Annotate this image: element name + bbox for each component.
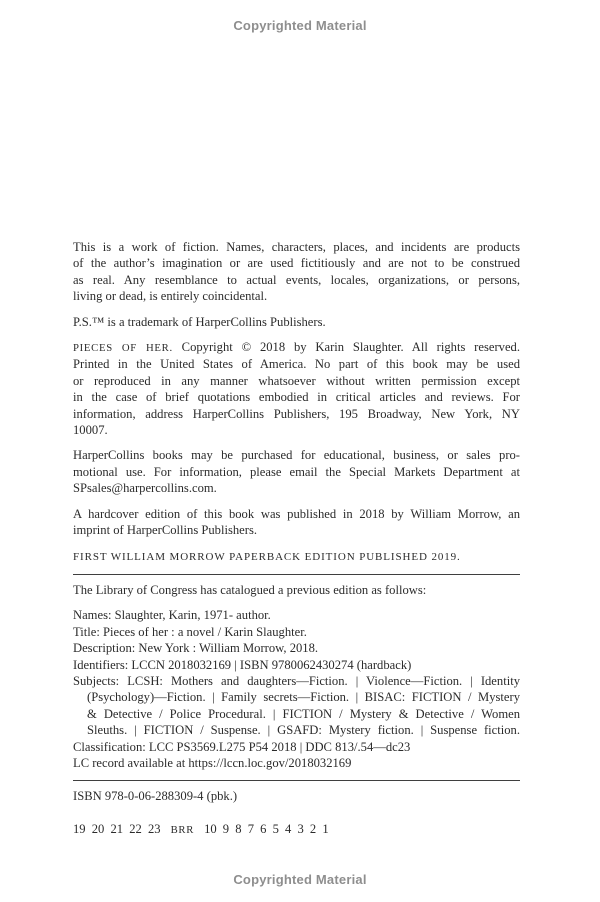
text-segment: HarperCollins books may be purchased for educational, business, or sales pro- xyxy=(73,448,520,463)
text-line xyxy=(73,755,520,771)
text-line xyxy=(73,506,520,522)
text-line xyxy=(73,255,520,271)
separator-rule-bottom xyxy=(73,780,520,781)
text-line xyxy=(73,272,520,288)
text-line xyxy=(73,464,520,480)
printers-key xyxy=(73,821,520,838)
text-segment: & Detective / Police Procedural. | FICTION / Mystery & Detective / Women xyxy=(87,706,520,721)
text-line xyxy=(73,739,520,755)
text-line xyxy=(73,373,520,389)
special-markets xyxy=(73,447,520,496)
text-line xyxy=(73,673,520,689)
text-segment: imprint of HarperCollins Publishers. xyxy=(73,523,257,538)
text-line xyxy=(73,657,520,673)
loc-catalogue-intro xyxy=(73,582,520,598)
text-line xyxy=(73,722,520,738)
text-line xyxy=(73,607,520,623)
text-line xyxy=(73,314,520,330)
text-segment: Printed in the United States of America. No part of this book may be used xyxy=(73,357,520,372)
text-segment: Sleuths. | FICTION / Suspense. | GSAFD: Mystery fiction. | Suspense fiction. xyxy=(87,723,520,738)
text-segment: Subjects: LCSH: Mothers and daughters—Fiction. | Violence—Fiction. | Identity xyxy=(73,673,520,688)
text-segment: Names: Slaughter, Karin, 1971- author. xyxy=(73,608,271,623)
text-segment: or reproduced in any manner whatsoever without written permission except xyxy=(73,373,520,388)
text-line xyxy=(73,522,520,538)
text-line xyxy=(73,548,520,565)
text-line xyxy=(73,447,520,463)
text-segment: Description: New York : William Morrow, 2018. xyxy=(73,641,319,656)
text-segment: A hardcover edition of this book was published in 2018 by William Morrow, an xyxy=(73,506,520,521)
text-segment: The Library of Congress has catalogued a previous edition as follows: xyxy=(73,582,427,597)
text-line xyxy=(73,356,520,372)
text-segment: information, address HarperCollins Publishers, 195 Broadway, New York, NY xyxy=(73,406,520,421)
text-line xyxy=(73,582,520,598)
text-segment: 19 20 21 22 23 xyxy=(73,821,161,836)
text-segment: (Psychology)—Fiction. | Family secrets—Fiction. | BISAC: FICTION / Mystery xyxy=(87,690,520,705)
text-segment: of the author’s imagination or are used fictitiously and are not to be construed xyxy=(73,256,520,271)
text-line xyxy=(73,640,520,656)
copyrighted-material-watermark-top: Copyrighted Material xyxy=(233,18,367,33)
text-segment: Copyright © 2018 by Karin Slaughter. All rights reserved. xyxy=(172,340,520,355)
text-line xyxy=(73,706,520,722)
isbn-paperback xyxy=(73,788,520,804)
text-segment: Title: Pieces of her : a novel / Karin Slaughter. xyxy=(73,624,307,639)
text-line xyxy=(73,288,520,304)
text-segment: motional use. For information, please email the Special Markets Department at xyxy=(73,464,520,479)
separator-rule-top xyxy=(73,574,520,575)
text-segment: as real. Any resemblance to actual events, locales, organizations, or persons, xyxy=(73,272,520,287)
text-column xyxy=(73,239,520,847)
text-line xyxy=(73,689,520,705)
small-caps-text: FIRST WILLIAM MORROW PAPERBACK EDITION PUBLISHED 2019. xyxy=(73,550,461,563)
text-segment: ISBN 978-0-06-288309-4 (pbk.) xyxy=(73,789,238,804)
copyrighted-material-watermark-bottom: Copyrighted Material xyxy=(233,872,367,887)
text-line xyxy=(73,389,520,405)
text-segment: 10007. xyxy=(73,423,108,438)
text-segment: SPsales@harpercollins.com. xyxy=(73,481,217,496)
text-segment: Identifiers: LCCN 2018032169 | ISBN 9780062430274 (hardback) xyxy=(73,657,412,672)
cip-data xyxy=(73,607,520,771)
small-caps-text: PIECES OF HER. xyxy=(73,342,173,355)
text-line xyxy=(73,422,520,438)
text-line xyxy=(73,624,520,640)
text-segment: P.S.™ is a trademark of HarperCollins Publishers. xyxy=(73,314,326,329)
first-paperback-edition xyxy=(73,548,520,565)
text-line xyxy=(73,821,520,838)
text-line xyxy=(73,788,520,804)
text-segment: Classification: LCC PS3569.L275 P54 2018 | DDC 813/.54—dc23 xyxy=(73,739,411,754)
text-segment: This is a work of fiction. Names, characters, places, and incidents are products xyxy=(73,240,520,254)
text-line xyxy=(73,239,520,255)
text-line xyxy=(73,339,520,356)
text-line xyxy=(73,480,520,496)
ps-trademark xyxy=(73,314,520,330)
copyright-notice xyxy=(73,339,520,438)
text-segment: 10 9 8 7 6 5 4 3 2 1 xyxy=(204,821,329,836)
text-segment: LC record available at https://lccn.loc.gov/2018032169 xyxy=(73,755,352,770)
fiction-disclaimer xyxy=(73,239,520,305)
text-segment: in the case of brief quotations embodied in critical articles and reviews. For xyxy=(73,390,520,405)
text-segment: living or dead, is entirely coincidental. xyxy=(73,289,268,304)
small-caps-text: BRR xyxy=(170,823,195,836)
text-line xyxy=(73,406,520,422)
hardcover-edition-note xyxy=(73,506,520,539)
